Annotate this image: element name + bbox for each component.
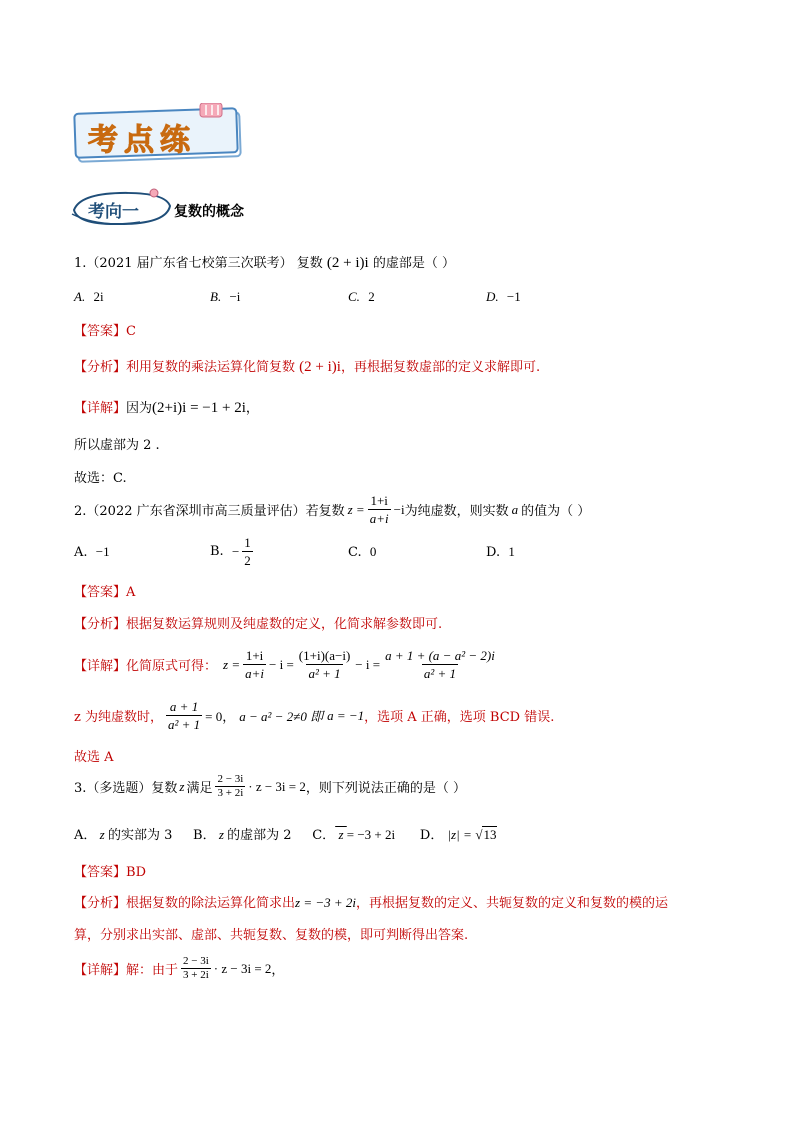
q2-stem: 2.（2022 广东省深圳市高三质量评估）若复数 z = $\frac{1+i}{a+i}$ −i 为纯虚数，则实数 a 的值为（ ） bbox=[74, 493, 591, 526]
q1-option-b: B. −i bbox=[210, 289, 241, 304]
q3-detail: 【详解】 解：由于 $\frac{2 - 3i}{3 + 2i}$ · z − 3i = 2 ， bbox=[74, 955, 285, 981]
q3-options bbox=[74, 824, 497, 843]
q2-option-a: A. −1 bbox=[74, 544, 110, 560]
q1-option-a: A. 2i bbox=[74, 289, 104, 304]
q1-analysis: 【分析】利用复数的乘法运算化简复数 (2 + i)i，再根据复数虚部的定义求解即可. bbox=[74, 359, 541, 375]
q2-options bbox=[74, 534, 634, 574]
q1-option-c: C. 2 bbox=[348, 289, 375, 304]
q1-answer: 【答案】C bbox=[74, 324, 136, 339]
section-title: 复数的概念 bbox=[174, 204, 244, 220]
q2-analysis: 【分析】根据复数运算规则及纯虚数的定义，化简求解参数即可. bbox=[74, 617, 443, 632]
q2-final: 故选 A bbox=[74, 750, 114, 765]
q3-answer: 【答案】BD bbox=[74, 865, 146, 880]
q3-analysis-1: 【分析】根据复数的除法运算化简求出z = −3 + 2i，再根据复数的定义、共轭复数的定义和复数的模的运 bbox=[74, 895, 669, 911]
q2-option-d: D. 1 bbox=[486, 544, 515, 560]
q3-option-b: B． z 的虚部为 2 bbox=[193, 827, 292, 843]
q1-line3: 故选：C. bbox=[74, 471, 127, 486]
q2-option-b: B. − $\frac{1}{2}$ bbox=[210, 535, 251, 568]
q2-answer: 【答案】A bbox=[74, 585, 136, 600]
q3-option-c: C． z = −3 + 2i bbox=[312, 827, 396, 843]
q2-condition: z 为纯虚数时， $\frac{a + 1}{\text{a² + 1}}$ = 0， a − a² − 2≠0 即 a = −1 ，选项 A 正确，选项 BCD 错误. bbox=[74, 699, 555, 732]
q3-option-a: A． z 的实部为 3 bbox=[74, 827, 173, 843]
q1-detail: 【详解】因为(2+i)i = −1 + 2i， bbox=[74, 400, 259, 416]
q1-stem: 1.（2021 届广东省七校第三次联考） 复数 (2 + i)i 的虚部是（ ） bbox=[74, 255, 455, 271]
q1-option-d: D. −1 bbox=[486, 289, 521, 304]
q2-option-c: C. 0 bbox=[348, 544, 377, 560]
q3-analysis-2: 算，分别求出实部、虚部、共轭复数、复数的模，即可判断得出答案. bbox=[74, 928, 469, 943]
q3-stem: 3.（多选题）复数 z 满足 $\frac{2 - 3i}{3 + 2i}$ · z − 3i = 2 ，则下列说法正确的是（ ） bbox=[74, 773, 467, 799]
banner-title: 考点练 bbox=[88, 123, 196, 158]
section-header bbox=[70, 188, 370, 228]
banner bbox=[70, 103, 250, 165]
q1-expr: (2 + i)i bbox=[326, 255, 369, 271]
q3-option-d: D． |z| = √13 bbox=[419, 827, 497, 843]
q1-line2: 所以虚部为 2 . bbox=[74, 438, 160, 453]
section-badge: 考向一 bbox=[88, 202, 139, 222]
q2-detail: 【详解】 化简原式可得： z = $\frac{1+i}{a+i}$ − i = $\frac{(1+i)(a-i)}{\text{a² + 1}}$ − i = $\frac{\text{a + 1 + (a − a² − 2)i}}{\text{a² + 1}}$ bbox=[74, 648, 495, 681]
